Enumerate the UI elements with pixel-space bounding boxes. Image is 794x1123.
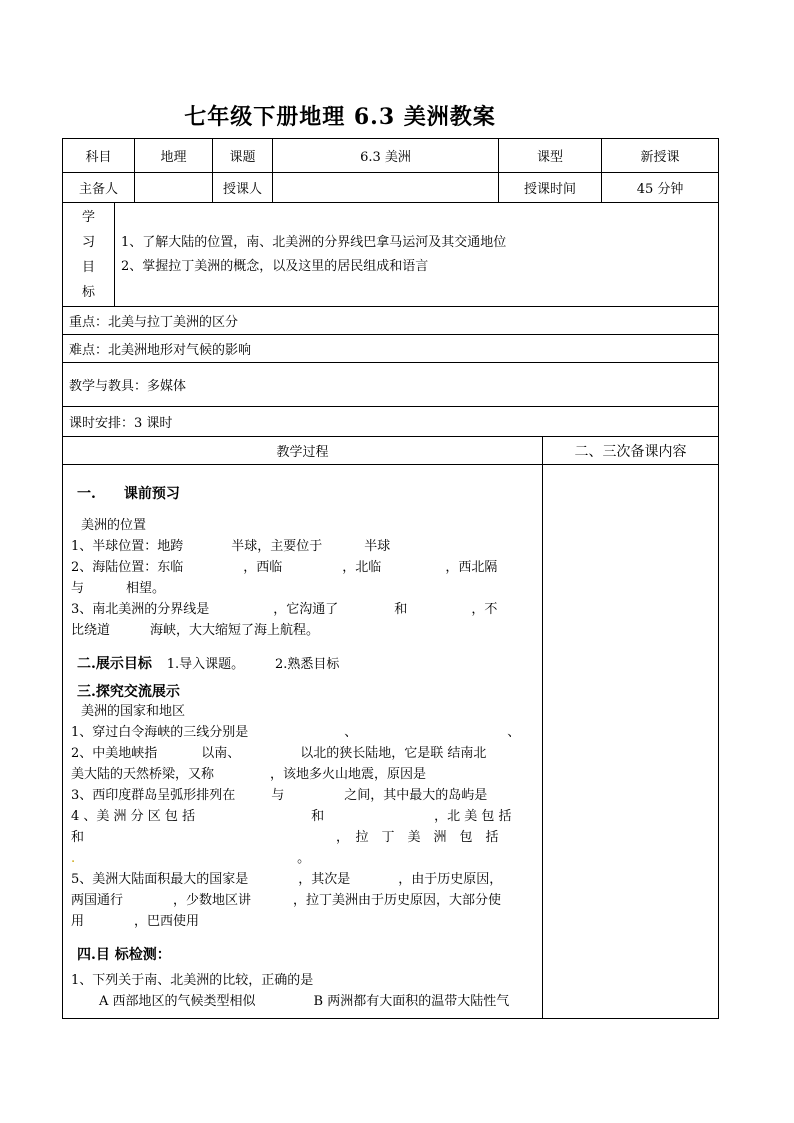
preview-line-4: 3、南北美洲的分界线是 ，它沟通了 和 ，不: [71, 602, 498, 617]
goals-row: [63, 203, 719, 307]
difficulty-row: [63, 335, 719, 363]
teacher-label: 授课人: [213, 173, 273, 203]
explore-line-5: 4 、美 洲 分 区 包 括 和 ，北 美 包 括: [71, 809, 512, 824]
option-a: A 西部地区的气候类型相似: [99, 994, 256, 1009]
goal-item: 2、掌握拉丁美洲的概念，以及这里的居民组成和语言: [121, 258, 429, 274]
tools-row: [63, 363, 719, 407]
time-label: 授课时间: [499, 173, 602, 203]
option-b: B 两洲都有大面积的温带大陆性气: [313, 994, 510, 1009]
preview-line-3: 与 相望。: [71, 581, 166, 596]
header-row-2: [63, 173, 719, 203]
tools: 教学与教具：多媒体: [63, 363, 719, 407]
topic-value: 6.3 美洲: [273, 139, 499, 173]
section-preview-heading: 一. 课前预习: [77, 486, 180, 502]
explore-line-7: . 。: [71, 851, 311, 866]
lesson-table: [62, 138, 719, 1019]
explore-line-10: 用 ，巴西使用: [71, 914, 200, 929]
key-point: 重点：北美与拉丁美洲的区分: [63, 307, 719, 335]
check-question-1: 1、下列关于南、北美洲的比较，正确的是: [71, 973, 314, 988]
preparer-value: [135, 173, 213, 203]
notes-content: [543, 465, 719, 1019]
process-content: [63, 465, 543, 1019]
time-value: 45 分钟: [602, 173, 719, 203]
explore-line-9: 两国通行 ，少数地区讲 ，拉丁美洲由于历史原因，大部分使: [71, 893, 502, 908]
goals-step-1: 1.导入课题。: [166, 657, 245, 672]
preview-line-1: 1、半球位置：地跨 半球，主要位于 半球: [71, 539, 391, 554]
process-header-row: [63, 437, 719, 465]
goals-label: 学 习 目 标: [63, 203, 115, 307]
type-label: 课型: [499, 139, 602, 173]
process-row: [63, 465, 719, 1019]
process-header: 教学过程: [63, 437, 543, 465]
section-explore-heading: 三.探究交流展示: [77, 684, 180, 700]
explore-line-4: 3、西印度群岛呈弧形排列在 与 之间，其中最大的岛屿是: [71, 788, 488, 803]
notes-header: 二、三次备课内容: [543, 437, 719, 465]
explore-line-8: 5、美洲大陆面积最大的国家是 ，其次是 ，由于历史原因，: [71, 872, 503, 887]
preview-subheading: 美洲的位置: [81, 518, 147, 533]
teacher-value: [273, 173, 499, 203]
explore-subheading: 美洲的国家和地区: [81, 704, 186, 719]
topic-label: 课题: [213, 139, 273, 173]
document-title: 七年级下册地理 6.3 美洲教案: [184, 104, 496, 130]
lesson-plan: [62, 138, 718, 1019]
subject-label: 科目: [63, 139, 135, 173]
type-value: 新授课: [602, 139, 719, 173]
difficulty: 难点：北美洲地形对气候的影响: [63, 335, 719, 363]
goals-step-2: 2.熟悉目标: [275, 657, 340, 672]
key-point-row: [63, 307, 719, 335]
header-row-1: [63, 139, 719, 173]
schedule-row: [63, 407, 719, 437]
explore-line-2: 2、中美地峡指 以南、 以北的狭长陆地，它是联 结南北: [71, 746, 487, 761]
preview-line-2: 2、海陆位置：东临 ，西临 ，北临 ，西北隔: [71, 560, 498, 575]
schedule: 课时安排：3 课时: [63, 407, 719, 437]
explore-line-1: 1、穿过白令海峡的三线分别是 、 、: [71, 725, 521, 740]
check-options: [71, 991, 534, 1012]
explore-line-6: 和 ， 拉 丁 美 洲 包 括: [71, 830, 499, 845]
goals-content: [115, 203, 719, 307]
preview-line-5: 比绕道 海峡，大大缩短了海上航程。: [71, 623, 320, 638]
explore-line-3: 美大陆的天然桥梁，又称 ，该地多火山地震，原因是: [71, 767, 427, 782]
section-goals-heading: 二.展示目标 1.导入课题。 2.熟悉目标: [77, 656, 340, 672]
section-check-heading: 四.目 标检测：: [77, 947, 171, 963]
preparer-label: 主备人: [63, 173, 135, 203]
subject-value: 地理: [135, 139, 213, 173]
goal-item: 1、了解大陆的位置，南、北美洲的分界线巴拿马运河及其交通地位: [121, 234, 507, 250]
